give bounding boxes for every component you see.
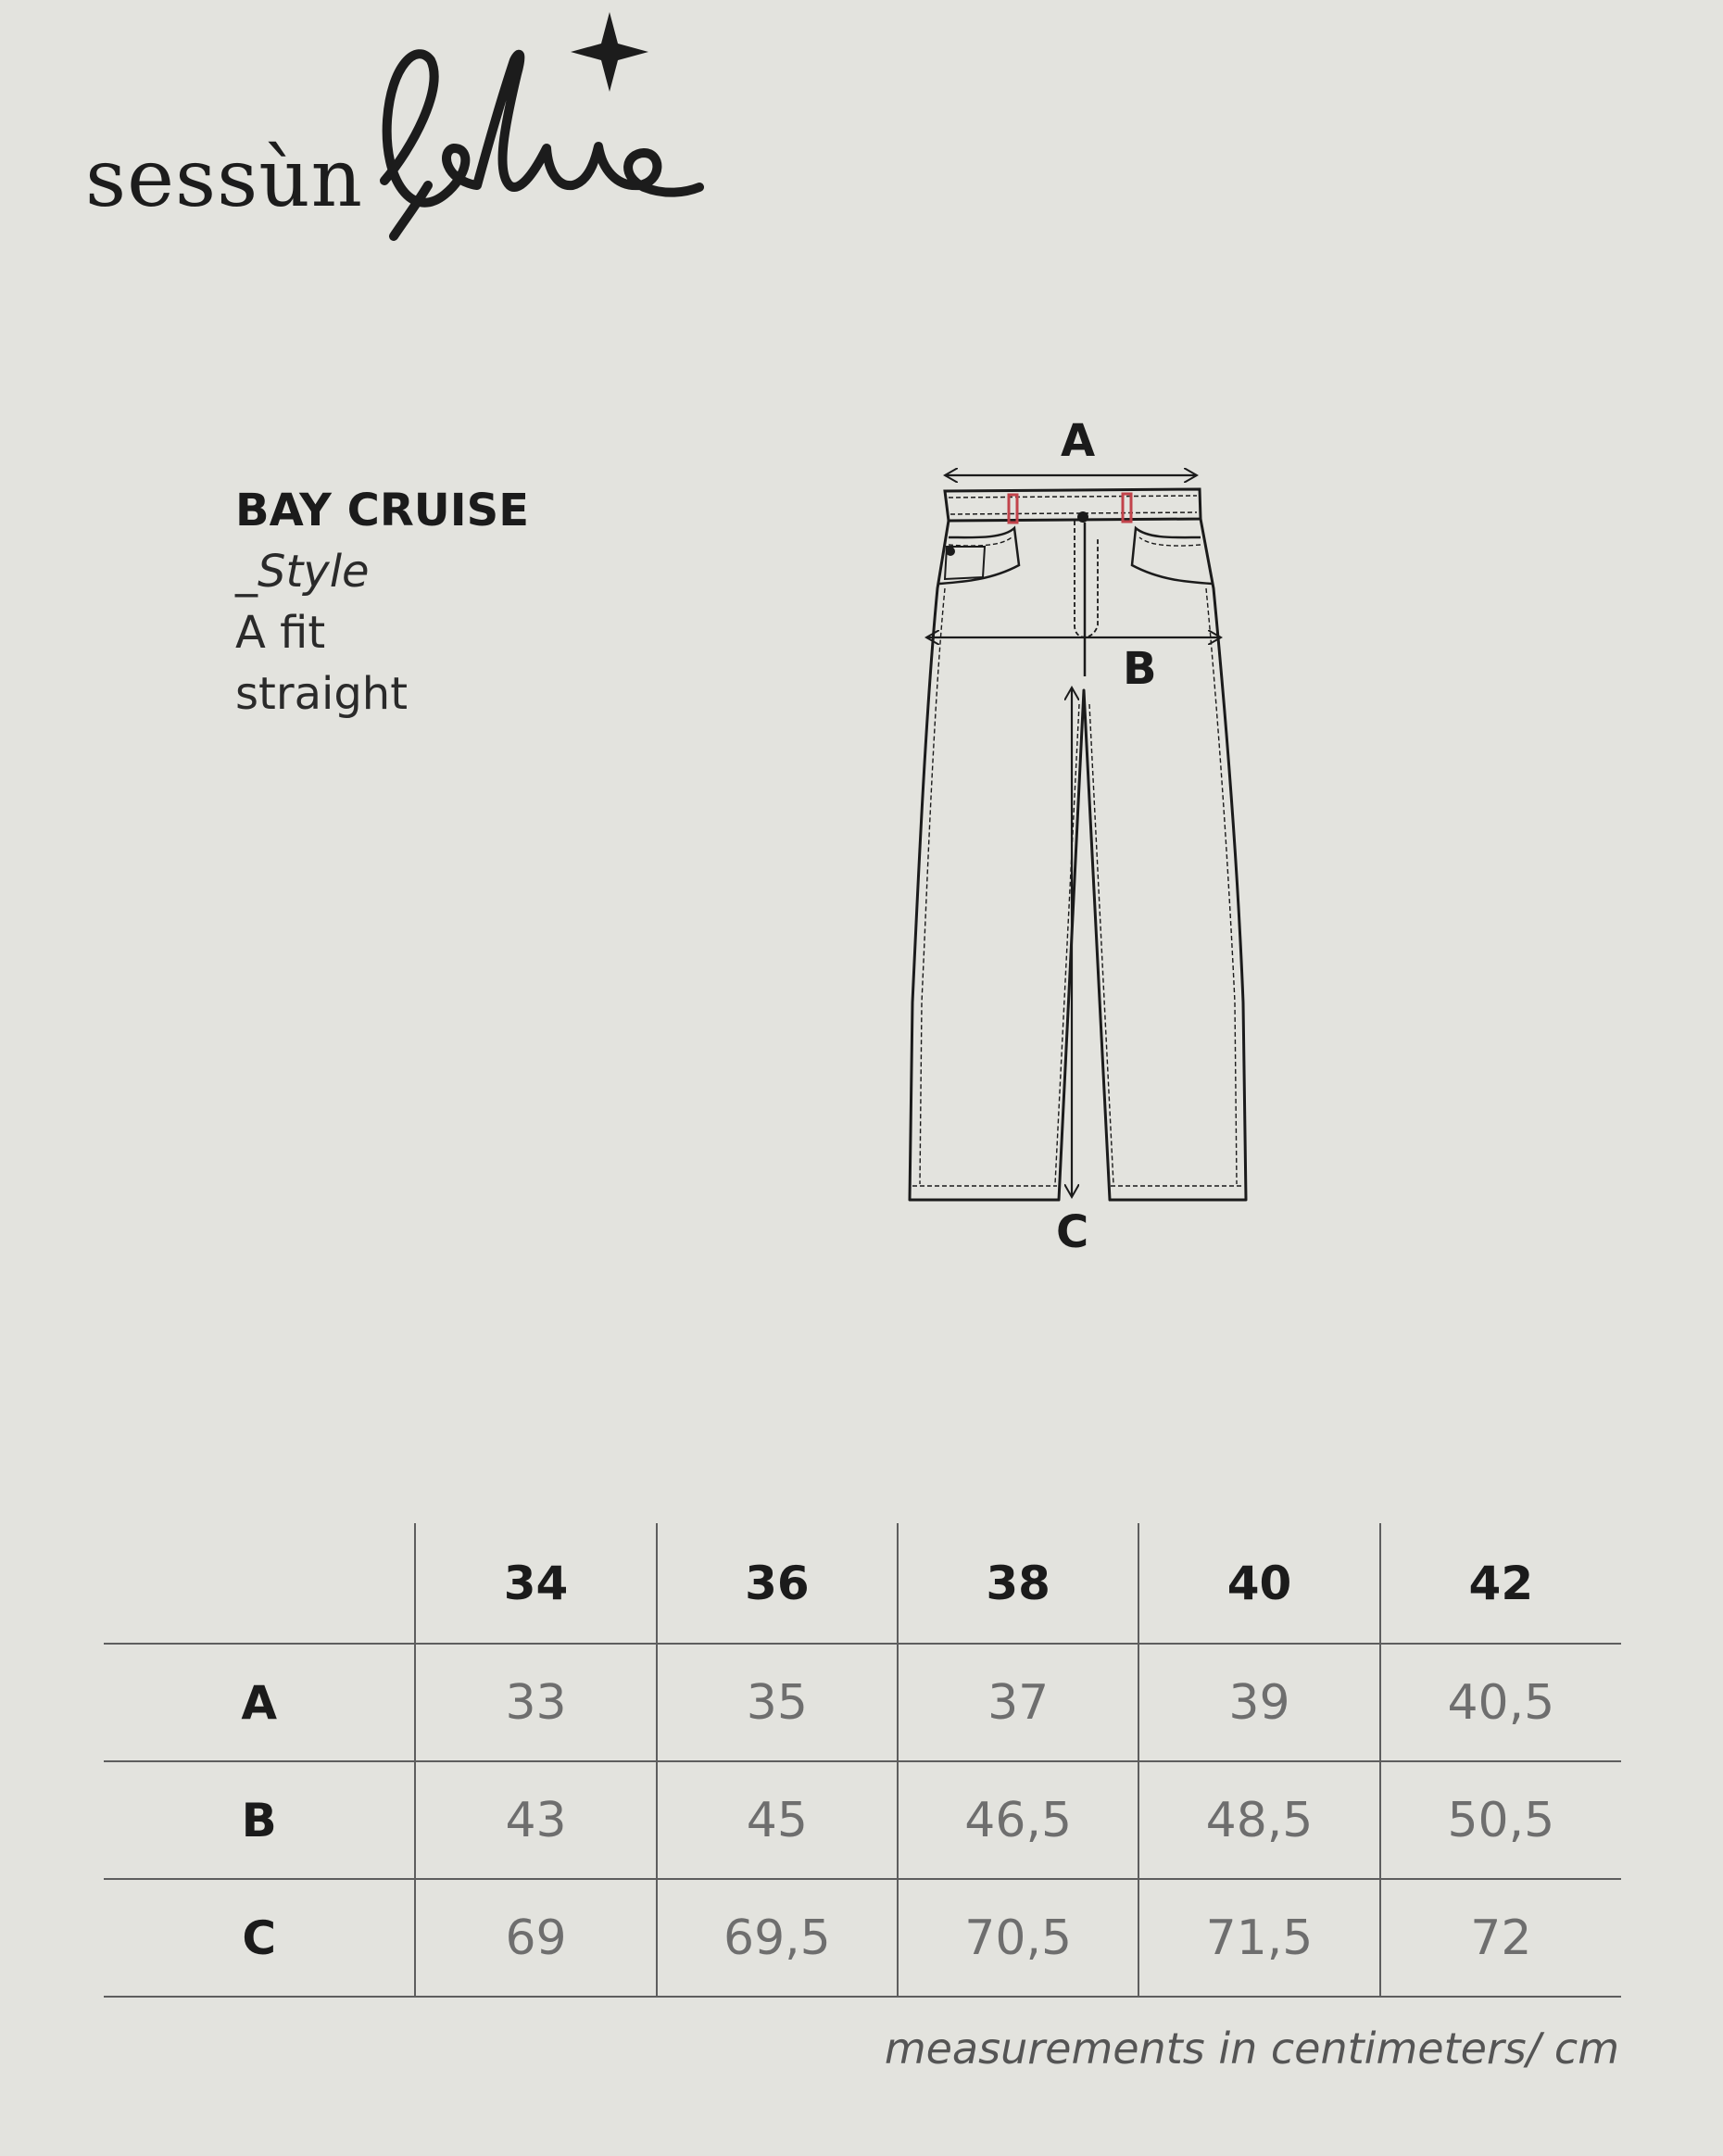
star-icon bbox=[571, 12, 648, 92]
table-cell: 39 bbox=[1138, 1644, 1379, 1761]
row-label: B bbox=[104, 1761, 415, 1879]
brand-wordmark: sessùn bbox=[85, 132, 364, 225]
size-header-row bbox=[104, 1523, 1621, 1644]
product-name: BAY CRUISE bbox=[235, 485, 529, 536]
table-cell: 43 bbox=[415, 1761, 656, 1879]
style-label: _Style bbox=[235, 546, 370, 598]
fit-line-1: A fit bbox=[235, 607, 326, 659]
table-cell: 50,5 bbox=[1380, 1761, 1621, 1879]
table-cell: 71,5 bbox=[1138, 1879, 1379, 1997]
table-cell: 33 bbox=[415, 1644, 656, 1761]
table-cell: 40,5 bbox=[1380, 1644, 1621, 1761]
dimension-label-a: A bbox=[1061, 415, 1096, 467]
brand-logo bbox=[83, 9, 713, 259]
size-header: 36 bbox=[657, 1523, 898, 1644]
table-cell: 46,5 bbox=[898, 1761, 1138, 1879]
jeans-measurement-diagram bbox=[871, 398, 1278, 1260]
size-header: 42 bbox=[1380, 1523, 1621, 1644]
brand-script-logo bbox=[83, 9, 713, 259]
measurement-unit-note: measurements in centimeters/ cm bbox=[884, 2024, 1619, 2074]
table-cell: 69,5 bbox=[657, 1879, 898, 1997]
size-header: 34 bbox=[415, 1523, 656, 1644]
table-row bbox=[104, 1644, 1621, 1761]
table-cell: 45 bbox=[657, 1761, 898, 1879]
fit-line-2: straight bbox=[235, 668, 409, 720]
table-row bbox=[104, 1879, 1621, 1997]
row-label: C bbox=[104, 1879, 415, 1997]
table-cell: 37 bbox=[898, 1644, 1138, 1761]
size-header: 40 bbox=[1138, 1523, 1379, 1644]
table-cell: 35 bbox=[657, 1644, 898, 1761]
jeans-sketch bbox=[871, 398, 1278, 1260]
size-header: 38 bbox=[898, 1523, 1138, 1644]
table-cell: 72 bbox=[1380, 1879, 1621, 1997]
table-cell: 70,5 bbox=[898, 1879, 1138, 1997]
size-table bbox=[104, 1523, 1621, 1998]
row-label: A bbox=[104, 1644, 415, 1761]
table-row bbox=[104, 1761, 1621, 1879]
table-cell: 69 bbox=[415, 1879, 656, 1997]
empty-corner-cell bbox=[104, 1523, 415, 1644]
product-info bbox=[235, 480, 529, 725]
dimension-label-b: B bbox=[1123, 643, 1157, 695]
table-cell: 48,5 bbox=[1138, 1761, 1379, 1879]
dimension-label-c: C bbox=[1056, 1206, 1089, 1258]
